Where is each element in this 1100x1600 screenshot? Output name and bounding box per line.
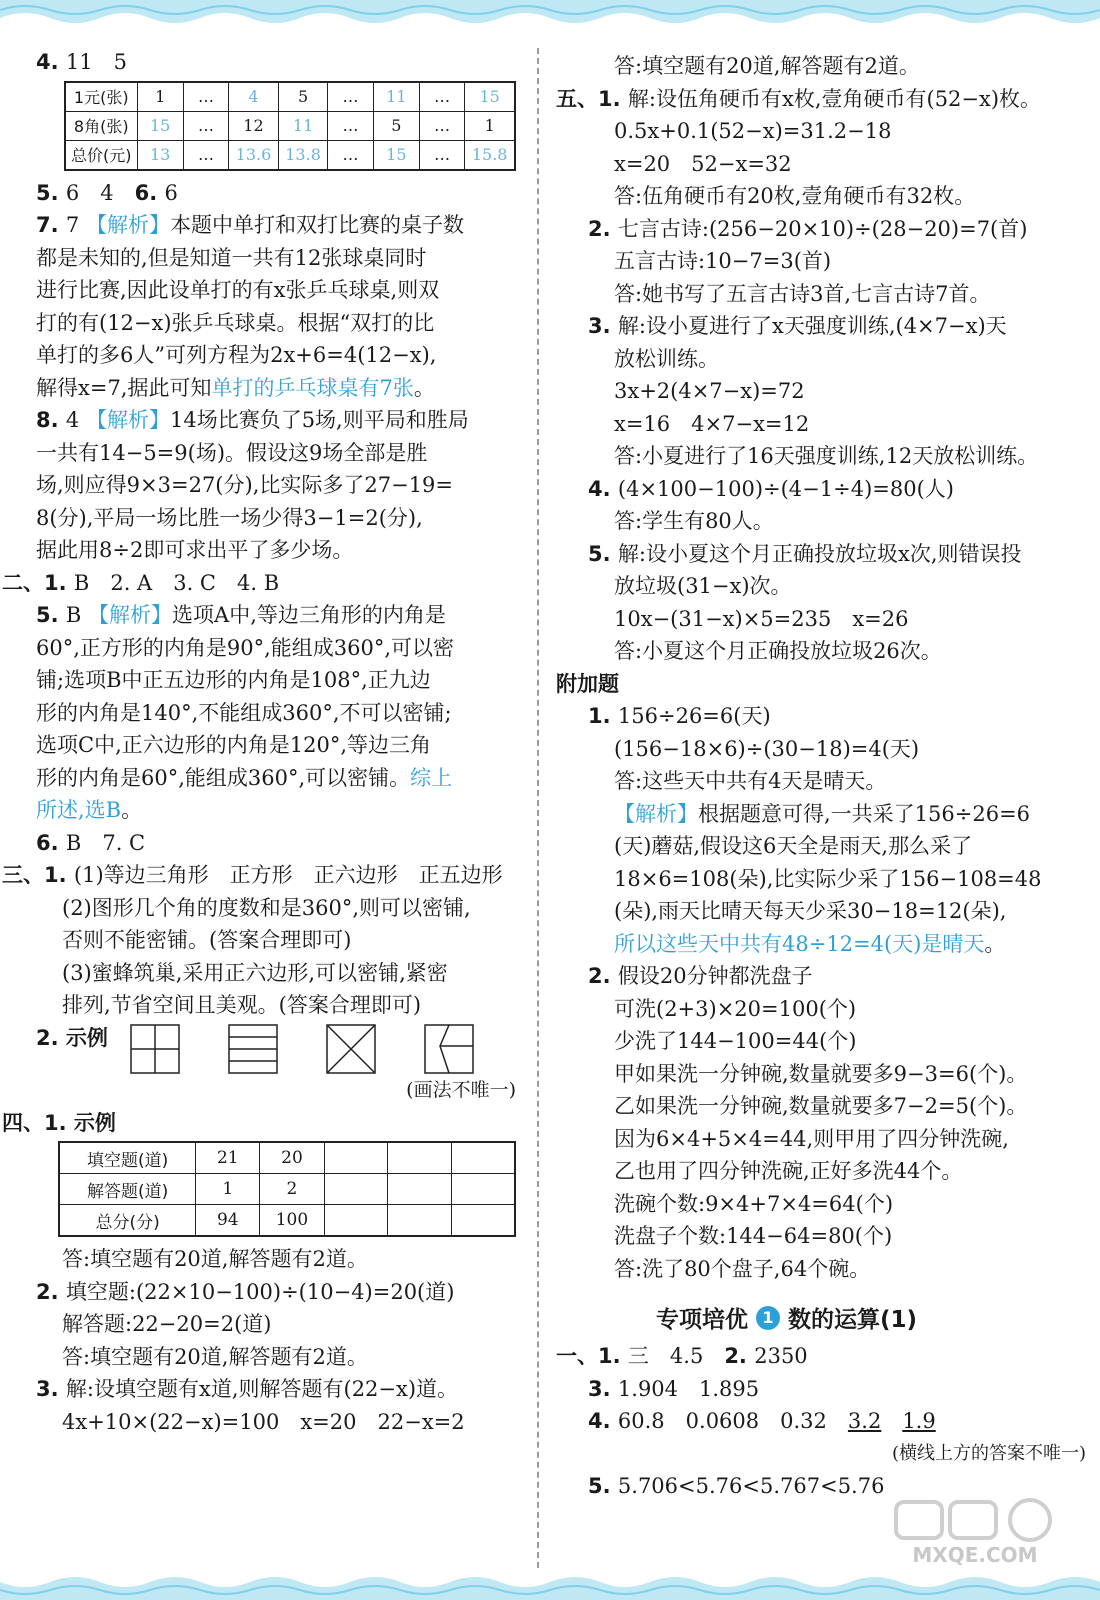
extra-q2-line: 因为6×4+5×4=44,则甲用了四分钟洗碗, <box>614 1126 1009 1151</box>
watermark-logo-icon <box>890 1498 1060 1568</box>
s5-q1-line: 0.5x+0.1(52−x)=31.2−18 <box>614 119 892 143</box>
q6-number: 6. <box>134 180 165 205</box>
q5-answer: 6 4 <box>65 180 135 205</box>
s3-q1-part3: 排列,节省空间且美观。(答案合理即可) <box>62 993 422 1017</box>
table-cell: 15 <box>373 140 419 170</box>
extra-q1-line: (156−18×6)÷(30−18)=4(天) <box>614 736 920 761</box>
s3-q1-part2: (2)图形几个角的度数和是360°,则可以密铺, <box>62 895 471 920</box>
section-prefix: 专项培优 <box>656 1307 748 1333</box>
q8-analysis: 据此用8÷2即可求出平了多少场。 <box>36 538 354 562</box>
extra-analysis: (朵),雨天比晴天每天少采30−18=12(朵), <box>614 899 1007 923</box>
top-wave-border <box>0 0 1100 30</box>
s2-q5-analysis: 铺;选项B中正五边形的内角是108°,正九边 <box>36 668 431 692</box>
q7-analysis: 解得x=7,据此可知 <box>36 375 212 400</box>
split-polygon-figure <box>424 1024 474 1074</box>
tiling-examples <box>130 1024 516 1074</box>
special-section-heading <box>656 1301 1086 1334</box>
s5-q5-line: 10x−(31−x)×5=235 x=26 <box>614 606 909 631</box>
table-cell: 13.6 <box>229 140 279 170</box>
s2-q5-highlight: 所述,选B <box>36 798 122 822</box>
q7-answer: 7 <box>65 213 80 237</box>
s4-q3-equation: 4x+10×(22−x)=100 x=20 22−x=2 <box>62 1409 465 1434</box>
s4-q2-line: 解答题:22−20=2(道) <box>62 1312 272 1336</box>
right-column: 答:填空题有20道,解答题有2道。 五、1. 解:设伍角硬币有x枚,壹角硬币有(52−x)枚。 0.5x+0.1(52−x)=31.2−18 x=20 52−x=32 答:伍角硬币有20枚,壹角硬币有32枚。 2. 七言古诗:(256−20×10)÷(28−20)=7(首) 五言古诗:10−7=3(首) 答:她书写了五言古诗3首,七言古诗7首。 3. 解:设小夏进行了x天强度训练,(4×7−x)天 放松训练。 3x+2(4×7−x)=72 x=16 4×7−x=12 答:小夏进行了16天强度训练,12天放松训练。 4. (4×100−100)÷(4−1÷4)=80(人) 答:学生有80人。 5. 解:设小夏这个月正确投放垃圾x次,则错误投 放垃圾(31−x)次。 10x−(31−x)×5=235 x=26 答:小夏这个月正确投放垃圾26次。 附加题 1. 156÷26=6(天) (156−18×6)÷(30−18)=4(天) 答:这些天中共有4天是晴天。 【解析】根据题意可得,一共采了156÷26=6 (天)蘑菇,假设这6天全是雨天,那么采了 18×6=108(朵),比实际少采了156−108=48 (朵),雨天比晴天每天少采30−18=12(朵), 所以这些天中共有48÷12=4(天)是晴天。 2. 假设20分钟都洗盘子 可洗(2+3)×20=100(个) 少洗了144−100=44(个) 甲如果洗一分钟碗,数量就要多9−3=6(个)。 乙如果洗一分钟碗,数量就要多7−2=5(个)。 因为6×4+5×4=44,则甲用了四分钟洗碗, 乙也用了四分钟洗碗,正好多洗44个。 洗碗个数:9×4+7×4=64(个) 洗盘子个数:144−64=80(个) 答:洗了80个盘子,64个碗。 专项培优 1 数的运算(1) 一、1. 三 4.5 2. 2350 3. 1.904 1.895 4. 60.8 0.0608 0.32 3.2 1.9 (横线上方的答案不唯一) 5. 5.706<5.76<5.767<5.76 <box>556 50 1086 1503</box>
extra-q1-line: 156÷26=6(天) <box>617 704 771 728</box>
f-q2-answer: 2350 <box>754 1344 808 1368</box>
table-cell: 1 <box>196 1174 260 1205</box>
s5-q2-line: 七言古诗:(256−20×10)÷(28−20)=7(首) <box>617 216 1028 241</box>
s3-q1-part1: (1)等边三角形 正方形 正六边形 正五边形 <box>73 863 503 887</box>
punct: 。 <box>121 798 143 822</box>
s5-q3-answer: 答:小夏进行了16天强度训练,12天放松训练。 <box>614 444 1039 468</box>
table-cell <box>324 1205 387 1237</box>
s2-q67-answers: B 7. C <box>65 830 146 855</box>
table-cell: 21 <box>196 1142 260 1174</box>
s4-q1-answer: 答:填空题有20道,解答题有2道。 <box>62 1247 368 1271</box>
table-row <box>65 111 515 140</box>
s5-q3-line: 解:设小夏进行了x天强度训练,(4×7−x)天 <box>617 314 1007 338</box>
s5-q3-line: 3x+2(4×7−x)=72 <box>614 379 805 403</box>
f-q4-underlined-2: 1.9 <box>902 1409 936 1433</box>
striped-rectangle-figure <box>228 1024 278 1074</box>
extra-q2-line: 洗碗个数:9×4+7×4=64(个) <box>614 1191 894 1216</box>
analysis-tag: 【解析】 <box>85 408 170 432</box>
table-cell <box>324 1174 387 1205</box>
table-row <box>65 140 515 170</box>
q8-analysis: 8(分),平局一场比胜一场少得3−1=2(分), <box>36 505 423 530</box>
drawing-note: (画法不唯一) <box>406 1079 516 1101</box>
column-divider <box>537 48 539 1568</box>
f-q3-answer: 1.904 1.895 <box>617 1376 760 1401</box>
watermark-text: MXQE.COM <box>912 1543 1038 1567</box>
s2-q5-highlight: 综上 <box>410 765 453 790</box>
table-cell <box>451 1205 515 1237</box>
table-cell: 1 <box>137 82 183 112</box>
s3-q1-part2: 否则不能密铺。(答案合理即可) <box>62 928 352 952</box>
row-header: 总价(元) <box>65 140 137 170</box>
price-table <box>64 81 516 171</box>
table-row <box>59 1205 515 1237</box>
bottom-wave-border <box>0 1570 1100 1600</box>
extra-analysis: 18×6=108(朵),比实际少采了156−108=48 <box>614 866 1042 891</box>
table-cell: 15 <box>137 111 183 140</box>
section2-answers: B 2. A 3. C 4. B <box>73 570 280 595</box>
s2-q5-answer: B <box>65 603 82 627</box>
extra-q2-line: 乙也用了四分钟洗碗,正好多洗44个。 <box>614 1159 963 1183</box>
q8-analysis: 场,则应得9×3=27(分),比实际多了27−19= <box>36 473 454 497</box>
watermark-logo <box>890 1498 1060 1572</box>
table-cell: 20 <box>260 1142 324 1174</box>
table-cell <box>388 1174 451 1205</box>
q8-analysis: 14场比赛负了5场,则平局和胜局 <box>169 408 469 432</box>
s5-q3-line: x=16 4×7−x=12 <box>614 411 810 436</box>
row-header: 1元(张) <box>65 82 137 112</box>
table-cell <box>451 1142 515 1174</box>
s2-q5-analysis: 选项C中,正六边形的内角是120°,等边三角 <box>36 733 431 757</box>
table-cell: 100 <box>260 1205 324 1237</box>
s5-q5-line: 解:设小夏这个月正确投放垃圾x次,则错误投 <box>617 541 1022 566</box>
q7-analysis: 本题中单打和双打比赛的桌子数 <box>169 213 464 237</box>
f-q5-answer: 5.706<5.76<5.767<5.76 <box>617 1474 885 1498</box>
table-cell <box>388 1142 451 1174</box>
table-cell: 13.8 <box>278 140 328 170</box>
s2-q5-analysis: 选项A中,等边三角形的内角是 <box>172 603 446 627</box>
table-cell: 12 <box>229 111 279 140</box>
table-cell: … <box>328 111 373 140</box>
s2-q5-analysis: 形的内角是60°,能组成360°,可以密铺。 <box>36 765 411 790</box>
table-cell: 13 <box>137 140 183 170</box>
table-cell: 15 <box>465 82 515 112</box>
table-cell: … <box>420 82 465 112</box>
s5-q1-answer: 答:伍角硬币有20枚,壹角硬币有32枚。 <box>614 184 976 208</box>
s5-q2-line: 五言古诗:10−7=3(首) <box>614 249 832 273</box>
row-header: 总分(分) <box>59 1205 196 1237</box>
s4-q1-label: 示例 <box>73 1110 116 1135</box>
extra-q2-answer: 答:洗了80个盘子,64个碗。 <box>614 1256 871 1281</box>
section-name: 数的运算(1) <box>788 1307 918 1333</box>
table-cell: 2 <box>260 1174 324 1205</box>
table-cell: 11 <box>278 111 328 140</box>
f-q4-underlined-1: 3.2 <box>847 1409 882 1433</box>
table-cell: … <box>328 140 373 170</box>
table-cell: … <box>420 111 465 140</box>
s4-q2-answer: 答:填空题有20道,解答题有2道。 <box>62 1344 368 1369</box>
q7-analysis: 都是未知的,但是知道一共有12张球桌同时 <box>36 245 427 270</box>
table-cell <box>388 1205 451 1237</box>
s5-q4-answer: 答:学生有80人。 <box>614 509 774 533</box>
s4-q3-answer: 答:填空题有20道,解答题有2道。 <box>614 54 920 78</box>
q6-answer: 6 <box>164 180 178 205</box>
extra-q2-line: 假设20分钟都洗盘子 <box>617 964 813 988</box>
table-cell: … <box>183 111 228 140</box>
table-cell: 5 <box>278 82 328 112</box>
q7-analysis: 进行比赛,因此设单打的有x张乒乓球桌,则双 <box>36 278 440 302</box>
q7-analysis: 单打的多6人”可列方程为2x+6=4(12−x), <box>36 343 437 367</box>
diagonal-cross-figure <box>326 1024 376 1074</box>
table-cell <box>324 1142 387 1174</box>
s3-q1-part3: (3)蜜蜂筑巢,采用正六边形,可以密铺,紧密 <box>62 960 448 985</box>
s5-q4-line: (4×100−100)÷(4−1÷4)=80(人) <box>617 476 954 501</box>
s2-q5-analysis: 形的内角是140°,不能组成360°,不可以密铺; <box>36 700 452 725</box>
row-header: 解答题(道) <box>59 1174 196 1205</box>
table-cell: … <box>328 82 373 112</box>
q8-analysis: 一共有14−5=9(场)。假设这9场全部是胜 <box>36 440 428 465</box>
q8-answer: 4 <box>65 408 80 432</box>
extra-analysis: 根据题意可得,一共采了156÷26=6 <box>698 801 1031 826</box>
table-cell: 1 <box>465 111 515 140</box>
table-cell: 11 <box>373 82 419 112</box>
q4-answer: 11 5 <box>65 50 127 74</box>
table-row <box>65 82 515 112</box>
s4-q2-line: 填空题:(22×10−100)÷(10−4)=20(道) <box>65 1279 455 1304</box>
table-cell: 94 <box>196 1205 260 1237</box>
analysis-tag: 【解析】 <box>85 213 170 237</box>
table-cell <box>451 1174 515 1205</box>
table-cell: 4 <box>229 82 279 112</box>
table-cell: 5 <box>373 111 419 140</box>
q7-highlight: 单打的乒乓球桌有7张 <box>211 375 414 400</box>
analysis-tag: 【解析】 <box>614 801 698 826</box>
punct: 。 <box>413 375 435 400</box>
row-header: 8角(张) <box>65 111 137 140</box>
f-q4-answer: 60.8 0.0608 0.32 <box>617 1409 848 1433</box>
f-q4-note: (横线上方的答案不唯一) <box>891 1442 1086 1464</box>
score-table <box>58 1141 516 1237</box>
q7-analysis: 打的有(12−x)张乒乓球桌。根据“双打的比 <box>36 310 435 335</box>
extra-q2-line: 洗盘子个数:144−64=80(个) <box>614 1224 893 1248</box>
s2-q5-analysis: 60°,正方形的内角是90°,能组成360°,可以密 <box>36 635 455 660</box>
s5-q1-line: x=20 52−x=32 <box>614 151 792 176</box>
extra-highlight: 所以这些天中共有48÷12=4(天)是晴天 <box>614 931 985 956</box>
punct: 。 <box>984 931 1006 956</box>
row-header: 填空题(道) <box>59 1142 196 1174</box>
table-cell: … <box>183 82 228 112</box>
table-row <box>59 1174 515 1205</box>
table-cell: … <box>420 140 465 170</box>
s5-q1-line: 解:设伍角硬币有x枚,壹角硬币有(52−x)枚。 <box>627 86 1042 111</box>
table-row <box>59 1142 515 1174</box>
section-number-badge: 1 <box>756 1306 780 1330</box>
extra-q1-answer: 答:这些天中共有4天是晴天。 <box>614 769 887 793</box>
extra-q2-line: 乙如果洗一分钟碗,数量就要多7−2=5(个)。 <box>614 1094 1028 1118</box>
f-q1-answer: 三 4.5 <box>627 1344 725 1368</box>
analysis-tag: 【解析】 <box>88 603 173 627</box>
extra-q2-line: 可洗(2+3)×20=100(个) <box>614 996 857 1021</box>
left-column: 4. 11 5 1元(张) 1 … 4 5 … 11 … 15 8角(张) 15 … 12 11 … 5 … 1 总价(元) 13 … 13.6 13.8 … 15 … 15.8 5. 6 4 6. 6 7. 7 【解析】本题中单打和双打比赛的桌子数 都是未知的,但是知道一共有12张球桌同时 进行比赛,因此设单打的有x张乒乓球桌,则双 打的有(12−x)张乒乓球桌。根据“双打的比 单打的多6人”可列方程为2x+6=4(12−x), 解得x=7,据此可知单打的乒乓球桌有7张。 8. 4 【解析】14场比赛负了5场,则平局和胜局 一共有14−5=9(场)。假设这9场全部是胜 场,则应得9×3=27(分),比实际多了27−19= 8(分),平局一场比胜一场少得3−1=2(分), 据此用8÷2即可求出平了多少场。 二、1. B 2. A 3. C 4. B 5. B 【解析】选项A中,等边三角形的内角是 60°,正方形的内角是90°,能组成360°,可以密 铺;选项B中正五边形的内角是108°,正九边 形的内角是140°,不能组成360°,不可以密铺; 选项C中,正六边形的内角是120°,等边三角 形的内角是60°,能组成360°,可以密铺。综上 所述,选B。 6. B 7. C 三、1. (1)等边三角形 正方形 正六边形 正五边形 (2)图形几个角的度数和是360°,则可以密铺, 否则不能密铺。(答案合理即可) (3)蜜蜂筑巢,采用正六边形,可以密铺,紧密 排列,节省空间且美观。(答案合理即可) 2. 示例 (画法不唯一) 四、1. 示例 填空题(道) 21 20 解答题(道) 1 2 总分(分) 94 100 答:填空题有20道,解答题有2道。 2. 填空题:(22×10−100)÷(10−4)=20(道) 解答题:22−20=2(道) 答:填空题有20道,解答题有2道。 3. 解:设填空题有x道,则解答题有(22−x)道。 4x+10×(22−x)=100 x=20 22−x=2 <box>36 46 516 1438</box>
extra-q2-line: 少洗了144−100=44(个) <box>614 1029 857 1053</box>
s3-q2-label: 示例 <box>65 1025 108 1050</box>
square-grid-figure <box>130 1024 180 1074</box>
table-cell: … <box>183 140 228 170</box>
s5-q5-answer: 答:小夏这个月正确投放垃圾26次。 <box>614 639 942 663</box>
s5-q2-answer: 答:她书写了五言古诗3首,七言古诗7首。 <box>614 281 991 306</box>
extra-q2-line: 甲如果洗一分钟碗,数量就要多9−3=6(个)。 <box>614 1061 1028 1086</box>
s4-q3-line: 解:设填空题有x道,则解答题有(22−x)道。 <box>65 1377 459 1401</box>
table-cell: 15.8 <box>465 140 515 170</box>
s5-q3-line: 放松训练。 <box>614 346 719 371</box>
extra-analysis: (天)蘑菇,假设这6天全是雨天,那么采了 <box>614 834 973 858</box>
extra-section-title: 附加题 <box>556 671 619 696</box>
s5-q5-line: 放垃圾(31−x)次。 <box>614 574 792 598</box>
